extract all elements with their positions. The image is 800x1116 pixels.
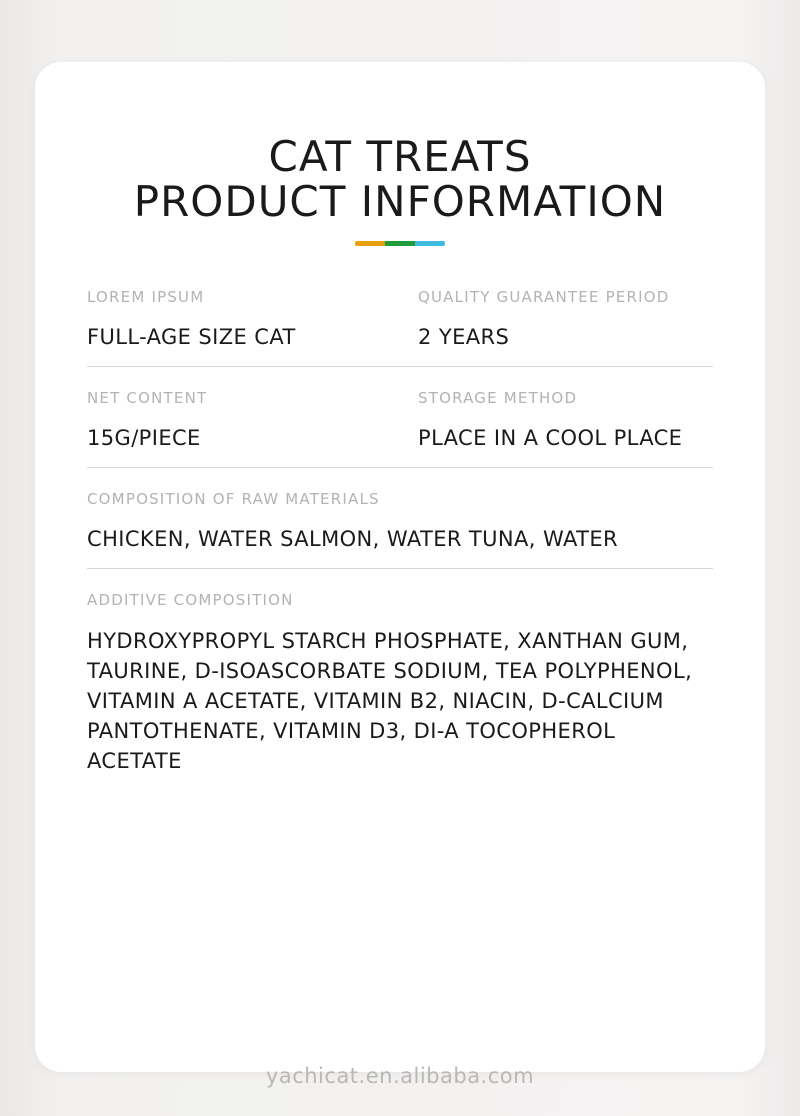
divider-segment-3	[415, 241, 445, 246]
field-list	[87, 288, 713, 793]
field-row	[87, 389, 713, 468]
field-label: QUALITY GUARANTEE PERIOD	[418, 287, 670, 306]
watermark: yachicat.en.alibaba.com	[265, 1064, 535, 1088]
field-cell	[87, 288, 400, 350]
field-cell	[400, 288, 713, 350]
field-label: LOREM IPSUM	[87, 287, 205, 306]
field-value: CHICKEN, WATER SALMON, WATER TUNA, WATER	[87, 527, 618, 552]
field-row	[87, 490, 713, 569]
field-label: NET CONTENT	[87, 388, 208, 407]
product-info-card	[35, 62, 765, 1072]
field-value: 15G/PIECE	[87, 425, 201, 450]
field-cell	[87, 389, 400, 451]
field-cell	[400, 389, 713, 451]
page-title-line-1: CAT TREATS	[268, 132, 532, 181]
field-value: 2 YEARS	[418, 324, 510, 349]
field-label: STORAGE METHOD	[418, 388, 578, 407]
field-value: PLACE IN A COOL PLACE	[418, 425, 683, 450]
field-cell	[87, 490, 713, 552]
field-value: FULL-AGE SIZE CAT	[87, 324, 296, 349]
field-cell	[87, 591, 713, 776]
page-title-line-2: PRODUCT INFORMATION	[133, 177, 667, 227]
field-row	[87, 288, 713, 367]
field-value: HYDROXYPROPYL STARCH PHOSPHATE, XANTHAN GUM, TAURINE, D-ISOASCORBATE SODIUM, TEA POLYPHENOL, VITAMIN A ACETATE, VITAMIN B2, NIACIN, D-CALCIUM PANTOTHENATE, VITAMIN D3, DI-A TOCOPHEROL ACETATE	[87, 629, 693, 773]
field-label: COMPOSITION OF RAW MATERIALS	[87, 490, 380, 509]
title-divider	[355, 241, 445, 246]
field-label: ADDITIVE COMPOSITION	[87, 591, 294, 610]
field-row	[87, 591, 713, 792]
divider-segment-2	[385, 241, 415, 246]
title-block	[35, 62, 765, 246]
divider-segment-1	[355, 241, 385, 246]
